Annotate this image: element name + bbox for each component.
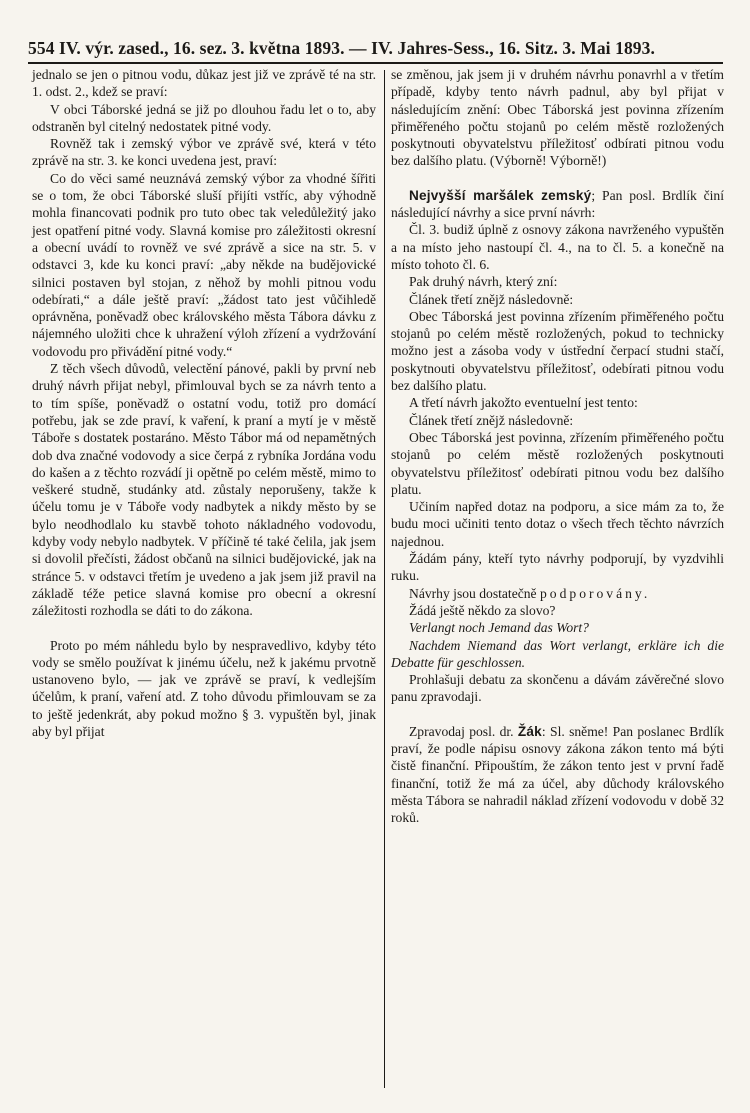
paragraph: Učiním napřed dotaz na podporu, a sice mám za to, že budu moci učiniti tento dotaz o všech třech těchto návrzích najednou. xyxy=(391,499,724,549)
paragraph: Co do věci samé neuznává zemský výbor za vhodné šířiti se o tom, že obci Táborské sluší přijíti vstříc, aby výhodně mohla financovati podnik pro tuto obec tak veledůležitý jako jest opatření pitné vody. Slavná komise pro záležitosti okresní a obecní uvádí to rovněž ve své zprávě a sice na str. 5. v odstavci 3, kde ku konci praví: „aby někde na budějovické silnici postaven byl stojan, z něhož by mohli pitnou vodu odebírati,“ a dále ještě praví: „žádost tato jest vůčihledě oprávněna, poněvadž obec královského města Tábora dávku z nájemného uložiti chce k uhražení výloh zřízení a vydržování vodovodu pro přivádění pitné vody.“ xyxy=(32,170,376,359)
speaker-paragraph xyxy=(391,723,724,827)
paragraph: Obec Táborská jest povinna zřízením přiměřeného počtu stojanů po celém městě rozložených, pokud to technicky možno jest a zásoba vody v ústřední čerpací studni stačí, poskytnouti obyvatelstvu příležitosť, odebírati pitnou vodu bez dalšího platu. xyxy=(391,308,724,394)
paragraph-gap xyxy=(32,620,376,637)
paragraph: Obec Táborská jest povinna, zřízením přiměřeného počtu stojanů po celém městě rozložených poskytnouti obyvatelstvu příležitosť odebírati pitnou vodu bez dalšího platu. xyxy=(391,429,724,497)
speaker-name: Žák xyxy=(517,723,542,739)
paragraph: Žádám pány, kteří tyto návrhy podporují, by vyzdvihli ruku. xyxy=(391,551,724,584)
german-paragraph: Verlangt noch Jemand das Wort? xyxy=(409,620,589,636)
text-run: Návrhy jsou dostatečně xyxy=(409,585,540,601)
paragraph: Článek třetí znějž následovně: xyxy=(409,412,574,428)
paragraph xyxy=(391,585,724,602)
paragraph: V obci Táborské jedná se již po dlouhou řadu let o to, aby odstraněn byl citelný nedostatek pitné vody. xyxy=(32,101,376,134)
speaker-paragraph xyxy=(391,187,724,222)
paragraph: se změnou, jak jsem ji v druhém návrhu ponavrhl a v třetím případě, kdyby tento návrh padnul, aby byl přijat v následujícím znění: Obec Táborská jest povinna zřízením přiměřeného počtu stojanů po celém městě rozložených poskytnouti obyvatelstvu příležitosť odbírati pitnou vodu bez dalšího platu. (Výborně! Výborně!) xyxy=(391,67,724,169)
paragraph: Čl. 3. budiž úplně z osnovy zákona navrženého vypuštěn a na místo jeho nastoupí čl. 4., na to čl. 5. a konečně na místo tohoto čl. 6. xyxy=(391,222,724,272)
paragraph: Žádá ještě někdo za slovo? xyxy=(409,602,556,618)
header-rule xyxy=(28,62,723,64)
paragraph: jednalo se jen o pitnou vodu, důkaz jest již ve zprávě té na str. 1. odst. 2., kdež se praví: xyxy=(32,67,376,100)
left-column xyxy=(32,66,376,740)
page-header: 554 IV. výr. zased., 16. sez. 3. května 1893. — IV. Jahres-Sess., 16. Sitz. 3. Mai 1893. xyxy=(28,38,655,58)
german-paragraph: Nachdem Niemand das Wort verlangt, erkläre ich die Debatte für geschlossen. xyxy=(391,637,724,670)
paragraph-gap xyxy=(391,170,724,187)
paragraph: Z těch všech důvodů, velectění pánové, pakli by první neb druhý návrh přijat nebyl, přimlouval bych se za návrh tento a to tím spíše, poněvadž o ostatní vodu, totiž pro domácí potřebu, jak se zde praví, k vaření, k praní a mytí je v městě Táboře s dostatek postaráno. Město Tábor má od nepamětných dob dva značné vodovody a sice čerpá z rybníka Jordána vodu do kašen a z těchto rozvádí ji opětně po celém městě, mimo to veškeré studně, studánky atd. zůstaly neporušeny, takže k účelu tomu je v Táboře vody nadbytek a nikdy město by se bylo neodhodlalo ku stavbě tohoto nákladného vodovodu, kdyby vody nebylo nadbytek. V příčině té také čelila, jak jsem si dovolil přečísti, žádost občanů na silnici budějovické, jak na stránce 5. v odstavci třetím je uvedeno a jak jsem již pravil na základě téže petice slavná komise pro obecní a okresní záležitosti rozhodla se dáti to do zákona. xyxy=(32,361,376,619)
speaker-text: : Sl. sněme! Pan poslanec Brdlík praví, že podle nápisu osnovy zákona zákon tento má býti čistě finanční. Připouštím, že zákon tento jest v první řadě finanční, totiž že má za účel, aby důchody královského města Tábora se nahradil náklad zřízení vodovodu v době 32 roků. xyxy=(391,723,724,826)
paragraph: Rovněž tak i zemský výbor ve zprávě své, která v této zprávě na str. 3. ke konci uvedena jest, praví: xyxy=(32,136,376,169)
column-divider xyxy=(384,70,385,1088)
paragraph: Pak druhý návrh, který zní: xyxy=(409,274,558,290)
paragraph: A třetí návrh jakožto eventuelní jest tento: xyxy=(409,395,638,411)
spaced-text: podporovány. xyxy=(540,585,651,601)
speaker-name: Nejvyšší maršálek zemský xyxy=(409,187,592,203)
paragraph: Článek třetí znějž následovně: xyxy=(409,291,574,307)
speaker-prefix: Zpravodaj posl. dr. xyxy=(409,723,518,739)
paragraph-gap xyxy=(391,706,724,723)
right-column xyxy=(391,66,724,826)
paragraph: Proto po mém náhledu bylo by nespravedlivo, kdyby této vody se smělo používat k jinému účelu, než k jakému prvotně ustanoveno bylo, — jak ve zprávě se praví, k vedlejším účelům, k praní, vaření atd. Z toho důvodu přimlouvam se za to ještě jedenkrát, aby pokud možno § 3. vypuštěn byl, jinak aby byl přijat xyxy=(32,637,376,739)
paragraph: Prohlašuji debatu za skončenu a dávám závěrečné slovo panu zpravodaji. xyxy=(391,672,724,705)
speaker-text: ; Pan posl. Brdlík činí následující návrhy a sice první návrh: xyxy=(391,187,724,221)
